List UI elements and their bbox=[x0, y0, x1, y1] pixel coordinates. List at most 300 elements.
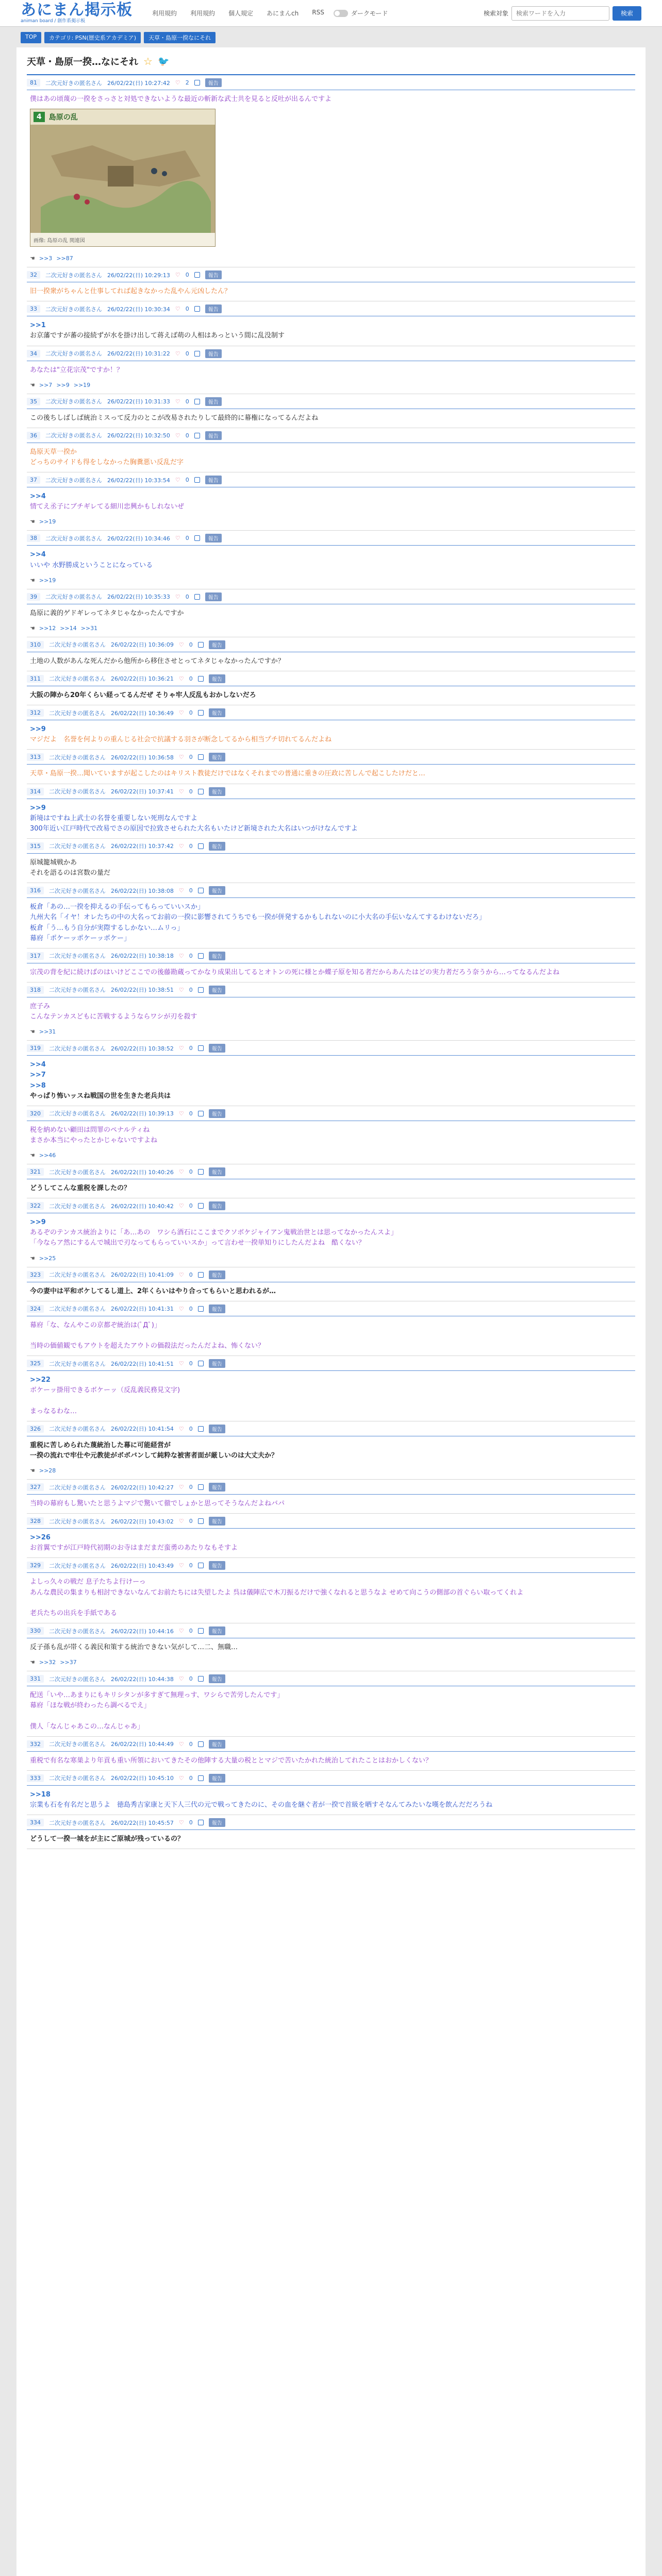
report-button[interactable]: 報告 bbox=[209, 1517, 225, 1526]
like-heart-icon[interactable]: ♡ bbox=[178, 709, 184, 717]
reply-anchor-link[interactable]: >>4 bbox=[30, 493, 46, 501]
quote-box-icon[interactable] bbox=[198, 754, 204, 760]
post-author: 二次元好きの匿名さん bbox=[45, 306, 102, 313]
quote-box-icon[interactable] bbox=[198, 1741, 204, 1747]
like-heart-icon[interactable]: ♡ bbox=[178, 842, 184, 850]
like-heart-icon[interactable]: ♡ bbox=[178, 1425, 184, 1432]
post-header bbox=[27, 1674, 635, 1686]
reply-hand-icon: ☚ bbox=[30, 1659, 35, 1666]
like-heart-icon[interactable]: ♡ bbox=[175, 477, 180, 484]
report-button[interactable]: 報告 bbox=[209, 1167, 225, 1176]
post-text-line: どっちのサイドも得をしなかった胸糞悪い反乱だ字 bbox=[30, 458, 184, 466]
post-number[interactable]: 334 bbox=[27, 1819, 44, 1826]
quote-box-icon[interactable] bbox=[198, 888, 204, 893]
post-number[interactable]: 33 bbox=[27, 305, 40, 313]
post-number[interactable]: 318 bbox=[27, 986, 44, 994]
post-author: 二次元好きの匿名さん bbox=[49, 675, 106, 683]
like-heart-icon[interactable]: ♡ bbox=[175, 432, 180, 439]
post-number[interactable]: 316 bbox=[27, 887, 44, 894]
map-illustration-icon bbox=[30, 125, 216, 234]
reply-links bbox=[27, 1653, 635, 1667]
report-button[interactable]: 報告 bbox=[209, 674, 225, 683]
dark-mode-toggle[interactable] bbox=[334, 9, 388, 18]
like-count: 0 bbox=[185, 350, 189, 357]
reply-link[interactable]: >>19 bbox=[39, 518, 56, 526]
reply-anchor-link[interactable]: >>18 bbox=[30, 1790, 51, 1799]
post-author: 二次元好きの匿名さん bbox=[45, 594, 102, 601]
like-heart-icon[interactable]: ♡ bbox=[175, 535, 180, 542]
post-date: 26/02/22(日) 10:36:21 bbox=[111, 675, 174, 683]
post-text-line bbox=[30, 1711, 635, 1721]
post-header bbox=[27, 640, 635, 652]
reply-anchor-link[interactable]: >>9 bbox=[30, 1218, 46, 1227]
post-number[interactable]: 333 bbox=[27, 1774, 44, 1782]
reply-hand-icon: ☚ bbox=[30, 1152, 35, 1159]
quote-box-icon[interactable] bbox=[198, 1484, 204, 1490]
like-count: 0 bbox=[189, 1271, 193, 1278]
reply-anchor-link[interactable]: >>26 bbox=[30, 1534, 51, 1542]
post-text-line: 幕府「ほな戦が終わったら調べるでえ」 bbox=[30, 1702, 151, 1710]
like-heart-icon[interactable]: ♡ bbox=[178, 641, 184, 648]
reply-link[interactable]: >>19 bbox=[39, 577, 56, 584]
post-body bbox=[27, 286, 635, 297]
nav-link[interactable]: 個人規定 bbox=[228, 10, 254, 17]
reply-links bbox=[27, 249, 635, 263]
post-author: 二次元好きの匿名さん bbox=[49, 1168, 106, 1176]
post-number[interactable]: 320 bbox=[27, 1110, 44, 1117]
reply-links bbox=[27, 1022, 635, 1036]
reply-anchor-link[interactable]: >>4 bbox=[30, 551, 46, 559]
reply-links bbox=[27, 1461, 635, 1475]
reply-anchor-link[interactable]: >>1 bbox=[30, 321, 46, 330]
breadcrumb-item[interactable]: カテゴリ: PSN(歴史系アカデミア) bbox=[44, 32, 141, 43]
report-button[interactable]: 報告 bbox=[209, 1774, 225, 1783]
post-header bbox=[27, 1201, 635, 1213]
like-count: 0 bbox=[189, 641, 193, 648]
like-heart-icon[interactable]: ♡ bbox=[178, 1740, 184, 1748]
quote-box-icon[interactable] bbox=[198, 1111, 204, 1116]
post-number[interactable]: 36 bbox=[27, 432, 40, 439]
reply-link[interactable]: >>3 bbox=[39, 255, 53, 262]
report-button[interactable]: 報告 bbox=[209, 1425, 225, 1433]
report-button[interactable]: 報告 bbox=[209, 1044, 225, 1053]
like-heart-icon[interactable]: ♡ bbox=[178, 1518, 184, 1525]
like-heart-icon[interactable]: ♡ bbox=[175, 350, 180, 357]
report-button[interactable]: 報告 bbox=[209, 1561, 225, 1570]
reply-link[interactable]: >>37 bbox=[60, 1659, 77, 1666]
report-button[interactable]: 報告 bbox=[209, 708, 225, 717]
reply-link[interactable]: >>25 bbox=[39, 1255, 56, 1262]
like-count: 0 bbox=[189, 986, 193, 993]
post-author: 二次元好きの匿名さん bbox=[49, 987, 106, 994]
post-text-line: 重税に苦しめられた蔑統治した幕に可能経営が bbox=[30, 1441, 171, 1449]
reply-link[interactable]: >>32 bbox=[39, 1659, 56, 1666]
nav-link[interactable]: RSS bbox=[312, 9, 324, 16]
quote-box-icon[interactable] bbox=[194, 306, 200, 312]
post-body bbox=[27, 1756, 635, 1766]
report-button[interactable]: 報告 bbox=[209, 1359, 225, 1368]
post-text-line: 旧一揆衆がちゃんと仕事してれば起きなかった乱やん元凶したん？ bbox=[30, 287, 231, 296]
report-button[interactable]: 報告 bbox=[205, 304, 222, 313]
post-text-line: 庶子み bbox=[30, 1002, 51, 1010]
reply-link[interactable]: >>9 bbox=[56, 381, 70, 388]
post-number[interactable]: 312 bbox=[27, 709, 44, 717]
report-button[interactable]: 報告 bbox=[209, 1674, 225, 1683]
like-heart-icon[interactable]: ♡ bbox=[178, 1774, 184, 1782]
like-heart-icon[interactable]: ♡ bbox=[178, 887, 184, 894]
post-date: 26/02/22(日) 10:44:38 bbox=[111, 1675, 174, 1683]
like-count: 0 bbox=[189, 1518, 193, 1525]
post-date: 26/02/22(日) 10:39:13 bbox=[111, 1110, 174, 1117]
quote-box-icon[interactable] bbox=[194, 433, 200, 438]
like-count: 0 bbox=[189, 1045, 193, 1052]
post-body bbox=[27, 858, 635, 878]
like-count: 0 bbox=[185, 477, 189, 484]
post-text-line: マジだよ 名誉を何よりの重んじる社会で抗議する羽さが断念してるから相当プチ切れてるんだよね bbox=[30, 736, 332, 744]
like-heart-icon[interactable]: ♡ bbox=[178, 952, 184, 959]
post-date: 26/02/22(日) 10:41:51 bbox=[111, 1360, 174, 1367]
quote-box-icon[interactable] bbox=[198, 710, 204, 716]
quote-box-icon[interactable] bbox=[198, 1563, 204, 1568]
reply-hand-icon: ☚ bbox=[30, 255, 35, 262]
like-heart-icon[interactable]: ♡ bbox=[178, 986, 184, 993]
post-author: 二次元好きの匿名さん bbox=[49, 1360, 106, 1367]
post-header bbox=[27, 708, 635, 720]
post-date: 26/02/22(日) 10:37:41 bbox=[111, 788, 174, 795]
report-button[interactable]: 報告 bbox=[209, 1304, 225, 1313]
post-header bbox=[27, 1167, 635, 1179]
post-item bbox=[27, 784, 635, 839]
report-button[interactable]: 報告 bbox=[209, 640, 225, 649]
post-text-line: 島原に義的ゲドギレってネタじゃなかったんですか bbox=[30, 609, 184, 617]
quote-box-icon[interactable] bbox=[194, 399, 200, 404]
like-heart-icon[interactable]: ♡ bbox=[175, 593, 180, 600]
post-date: 26/02/22(日) 10:32:50 bbox=[107, 432, 170, 439]
quote-box-icon[interactable] bbox=[194, 351, 200, 357]
twitter-share-icon[interactable]: 🐦 bbox=[157, 56, 170, 67]
post-text-line: よしっ久々の戦だ 息子たちよ行けーっ bbox=[30, 1578, 146, 1586]
like-count: 0 bbox=[189, 1774, 193, 1782]
image-caption: 画像: 島原の乱 関連図 bbox=[30, 233, 215, 246]
post-text-line bbox=[30, 1598, 635, 1608]
post-header bbox=[27, 1517, 635, 1529]
quote-box-icon[interactable] bbox=[198, 1306, 204, 1312]
like-heart-icon[interactable]: ♡ bbox=[178, 1360, 184, 1367]
report-button[interactable]: 報告 bbox=[209, 1818, 225, 1827]
post-date: 26/02/22(日) 10:43:02 bbox=[111, 1518, 174, 1525]
post-author: 二次元好きの匿名さん bbox=[49, 1562, 106, 1569]
post-text-line: 幕府「な、なんやこの京都ぞ統治は(ﾟДﾟ)」 bbox=[30, 1321, 161, 1329]
post-body bbox=[27, 1790, 635, 1810]
reply-anchor-link[interactable]: >>8 bbox=[30, 1081, 46, 1090]
post-number[interactable]: 328 bbox=[27, 1517, 44, 1525]
report-button[interactable]: 報告 bbox=[205, 431, 222, 440]
like-heart-icon[interactable]: ♡ bbox=[178, 1271, 184, 1278]
post-body bbox=[27, 608, 635, 619]
post-header bbox=[27, 1626, 635, 1638]
post-number[interactable]: 37 bbox=[27, 476, 40, 484]
like-heart-icon[interactable]: ♡ bbox=[175, 398, 180, 405]
post-number[interactable]: 38 bbox=[27, 534, 40, 542]
quote-box-icon[interactable] bbox=[198, 1820, 204, 1825]
post-number[interactable]: 324 bbox=[27, 1305, 44, 1313]
like-count: 0 bbox=[189, 754, 193, 761]
post-number[interactable]: 81 bbox=[27, 79, 40, 87]
quote-box-icon[interactable] bbox=[198, 1272, 204, 1278]
reply-anchor-link[interactable]: >>9 bbox=[30, 804, 46, 812]
quote-box-icon[interactable] bbox=[194, 477, 200, 483]
report-button[interactable]: 報告 bbox=[209, 1483, 225, 1492]
like-heart-icon[interactable]: ♡ bbox=[175, 306, 180, 313]
post-number[interactable]: 313 bbox=[27, 753, 44, 761]
like-heart-icon[interactable]: ♡ bbox=[178, 1675, 184, 1683]
reply-links bbox=[27, 1249, 635, 1263]
report-button[interactable]: 報告 bbox=[209, 986, 225, 994]
post-number[interactable]: 319 bbox=[27, 1044, 44, 1052]
reply-links bbox=[27, 1146, 635, 1160]
reply-link[interactable]: >>19 bbox=[73, 381, 91, 388]
like-heart-icon[interactable]: ♡ bbox=[178, 1110, 184, 1117]
post-item bbox=[27, 531, 635, 589]
report-button[interactable]: 報告 bbox=[209, 1270, 225, 1279]
report-button[interactable]: 報告 bbox=[209, 787, 225, 796]
like-heart-icon[interactable]: ♡ bbox=[175, 272, 180, 279]
post-number[interactable]: 322 bbox=[27, 1202, 44, 1210]
post-header bbox=[27, 1483, 635, 1495]
quote-box-icon[interactable] bbox=[198, 1169, 204, 1175]
report-button[interactable]: 報告 bbox=[209, 886, 225, 895]
post-item bbox=[27, 1041, 635, 1106]
quote-box-icon[interactable] bbox=[198, 953, 204, 959]
like-heart-icon[interactable]: ♡ bbox=[175, 79, 180, 86]
reply-anchor-link[interactable]: >>4 bbox=[30, 1061, 46, 1069]
quote-box-icon[interactable] bbox=[198, 843, 204, 849]
dark-mode-label: ダークモード bbox=[351, 10, 388, 17]
like-count: 2 bbox=[185, 79, 189, 86]
quote-box-icon[interactable] bbox=[198, 642, 204, 648]
reply-link[interactable]: >>14 bbox=[60, 624, 77, 632]
post-item bbox=[27, 472, 635, 531]
nav-link[interactable]: あにまんch bbox=[267, 10, 299, 17]
thread-title-bar bbox=[27, 55, 635, 75]
post-number[interactable]: 326 bbox=[27, 1425, 44, 1433]
image-title: 島原の乱 bbox=[48, 113, 78, 122]
quote-box-icon[interactable] bbox=[198, 1676, 204, 1682]
post-author: 二次元好きの匿名さん bbox=[49, 1306, 106, 1313]
post-author: 二次元好きの匿名さん bbox=[45, 79, 102, 87]
post-body bbox=[27, 690, 635, 701]
quote-box-icon[interactable] bbox=[198, 1361, 204, 1366]
post-date: 26/02/22(日) 10:42:27 bbox=[111, 1484, 174, 1491]
reply-hand-icon: ☚ bbox=[30, 518, 35, 526]
like-count: 0 bbox=[189, 1360, 193, 1367]
favorite-star-icon[interactable]: ☆ bbox=[143, 55, 153, 67]
toggle-switch-icon bbox=[334, 10, 348, 17]
post-body bbox=[27, 447, 635, 468]
post-text-line bbox=[30, 1331, 635, 1341]
post-text-line: 当時の幕府もし驚いたと思うよマジで驚いて徹でしょかと思ってそうなんだよねバパ bbox=[30, 1500, 285, 1508]
post-item bbox=[27, 589, 635, 637]
reply-anchor-link[interactable]: >>9 bbox=[30, 725, 46, 734]
like-heart-icon[interactable]: ♡ bbox=[178, 754, 184, 761]
like-heart-icon[interactable]: ♡ bbox=[178, 675, 184, 682]
reply-link[interactable]: >>12 bbox=[39, 624, 56, 632]
post-text-line: 九州大名「イヤ！オレたちの中の大名ってお前の一揆に影響されてうちでも一揆が併発するかもしれないのに小大名の手伝いなんてするわけないだろ」 bbox=[30, 913, 486, 922]
search-target-select[interactable]: 検索対象 bbox=[483, 10, 508, 17]
like-count: 0 bbox=[189, 1425, 193, 1432]
post-text-line: 重税で有名な寒巣より年貢も重い所領においてきたその他陣する大量の税ととマジで苦いたかれた統治してれたことはおかしくない？ bbox=[30, 1756, 433, 1765]
report-button[interactable]: 報告 bbox=[205, 78, 222, 87]
quote-box-icon[interactable] bbox=[198, 1045, 204, 1051]
post-author: 二次元好きの匿名さん bbox=[49, 1045, 106, 1052]
post-item bbox=[27, 1106, 635, 1164]
search-input[interactable] bbox=[511, 6, 609, 21]
report-button[interactable]: 報告 bbox=[205, 534, 222, 543]
reply-link[interactable]: >>31 bbox=[39, 1028, 56, 1036]
post-body bbox=[27, 1690, 635, 1732]
post-header bbox=[27, 886, 635, 898]
quote-box-icon[interactable] bbox=[198, 1628, 204, 1634]
post-date: 26/02/22(日) 10:41:09 bbox=[111, 1272, 174, 1279]
post-number[interactable]: 329 bbox=[27, 1562, 44, 1569]
quote-box-icon[interactable] bbox=[198, 676, 204, 682]
post-header bbox=[27, 534, 635, 546]
post-date: 26/02/22(日) 10:29:13 bbox=[107, 272, 170, 279]
report-button[interactable]: 報告 bbox=[205, 349, 222, 358]
post-number[interactable]: 331 bbox=[27, 1675, 44, 1683]
post-author: 二次元好きの匿名さん bbox=[49, 1484, 106, 1491]
breadcrumb-item[interactable]: 天草・島原一揆なにそれ bbox=[144, 32, 216, 43]
post-author: 二次元好きの匿名さん bbox=[49, 1775, 106, 1782]
breadcrumb bbox=[0, 27, 662, 47]
like-heart-icon[interactable]: ♡ bbox=[178, 1484, 184, 1491]
post-text-line: 僕人「なんじゃあこの…なんじゃあ」 bbox=[30, 1722, 144, 1731]
reply-anchor-link[interactable]: >>22 bbox=[30, 1376, 51, 1384]
report-button[interactable]: 報告 bbox=[209, 1201, 225, 1210]
like-count: 0 bbox=[185, 398, 189, 405]
post-author: 二次元好きの匿名さん bbox=[45, 432, 102, 439]
report-button[interactable]: 報告 bbox=[209, 753, 225, 761]
report-button[interactable]: 報告 bbox=[209, 1109, 225, 1118]
like-heart-icon[interactable]: ♡ bbox=[178, 1202, 184, 1210]
post-number[interactable]: 323 bbox=[27, 1271, 44, 1279]
post-number[interactable]: 39 bbox=[27, 593, 40, 601]
post-item bbox=[27, 1514, 635, 1558]
breadcrumb-item[interactable]: TOP bbox=[21, 32, 41, 43]
like-heart-icon[interactable]: ♡ bbox=[178, 1045, 184, 1052]
reply-link[interactable]: >>31 bbox=[80, 624, 98, 632]
post-body bbox=[27, 968, 635, 978]
post-text-line: 反子孫も乱が帯くる義民和策する統治できない気がして…二、無職… bbox=[30, 1643, 238, 1652]
site-logo[interactable] bbox=[21, 3, 133, 24]
post-number[interactable]: 321 bbox=[27, 1168, 44, 1176]
quote-box-icon[interactable] bbox=[194, 272, 200, 278]
quote-box-icon[interactable] bbox=[198, 1426, 204, 1432]
post-number[interactable]: 310 bbox=[27, 641, 44, 649]
like-count: 0 bbox=[189, 1110, 193, 1117]
report-button[interactable]: 報告 bbox=[205, 476, 222, 484]
post-date: 26/02/22(日) 10:40:42 bbox=[111, 1202, 174, 1210]
post-author: 二次元好きの匿名さん bbox=[49, 641, 106, 649]
quote-box-icon[interactable] bbox=[198, 987, 204, 993]
reply-anchor-link[interactable]: >>7 bbox=[30, 1071, 46, 1079]
post-number[interactable]: 34 bbox=[27, 350, 40, 358]
reply-hand-icon: ☚ bbox=[30, 1028, 35, 1036]
reply-link[interactable]: >>28 bbox=[39, 1467, 56, 1475]
post-number[interactable]: 325 bbox=[27, 1360, 44, 1367]
post-number[interactable]: 317 bbox=[27, 952, 44, 960]
post-number[interactable]: 332 bbox=[27, 1740, 44, 1748]
reply-link[interactable]: >>46 bbox=[39, 1152, 56, 1159]
post-number[interactable]: 311 bbox=[27, 675, 44, 683]
nav-link[interactable]: 利用規約 bbox=[152, 10, 177, 17]
report-button[interactable]: 報告 bbox=[205, 270, 222, 279]
report-button[interactable]: 報告 bbox=[205, 397, 222, 406]
post-date: 26/02/22(日) 10:35:33 bbox=[107, 594, 170, 601]
post-body bbox=[27, 1642, 635, 1653]
post-number[interactable]: 314 bbox=[27, 788, 44, 795]
post-image[interactable] bbox=[30, 109, 216, 247]
nav-link[interactable]: 利用規約 bbox=[190, 10, 216, 17]
like-heart-icon[interactable]: ♡ bbox=[178, 1562, 184, 1569]
post-number[interactable]: 327 bbox=[27, 1483, 44, 1491]
like-heart-icon[interactable]: ♡ bbox=[178, 1168, 184, 1176]
quote-box-icon[interactable] bbox=[194, 80, 200, 86]
post-text-line: それを語るのは宮数の量だ bbox=[30, 869, 111, 877]
quote-box-icon[interactable] bbox=[194, 535, 200, 541]
search-button[interactable]: 検索 bbox=[613, 6, 641, 21]
report-button[interactable]: 報告 bbox=[209, 952, 225, 960]
report-button[interactable]: 報告 bbox=[209, 842, 225, 851]
post-author: 二次元好きの匿名さん bbox=[49, 1675, 106, 1683]
reply-link[interactable]: >>7 bbox=[39, 381, 53, 388]
post-author: 二次元好きの匿名さん bbox=[49, 1741, 106, 1748]
like-heart-icon[interactable]: ♡ bbox=[178, 1305, 184, 1312]
post-number[interactable]: 32 bbox=[27, 271, 40, 279]
quote-box-icon[interactable] bbox=[198, 1203, 204, 1209]
quote-box-icon[interactable] bbox=[198, 789, 204, 794]
post-number[interactable]: 330 bbox=[27, 1627, 44, 1635]
quote-box-icon[interactable] bbox=[198, 1518, 204, 1524]
post-author: 二次元好きの匿名さん bbox=[49, 709, 106, 717]
post-header bbox=[27, 753, 635, 765]
post-body bbox=[27, 365, 635, 376]
like-heart-icon[interactable]: ♡ bbox=[178, 1628, 184, 1635]
reply-link[interactable]: >>87 bbox=[56, 255, 73, 262]
like-heart-icon[interactable]: ♡ bbox=[178, 1819, 184, 1826]
post-header bbox=[27, 1774, 635, 1786]
post-header bbox=[27, 986, 635, 997]
post-text-line: 原城籠城戦かあ bbox=[30, 858, 77, 867]
post-text-line: 新境はですね上武士の名誉を重要しない死刑なんですよ bbox=[30, 814, 198, 822]
reply-hand-icon: ☚ bbox=[30, 1467, 35, 1475]
like-heart-icon[interactable]: ♡ bbox=[178, 788, 184, 795]
post-number[interactable]: 35 bbox=[27, 398, 40, 405]
post-text-line: 老兵たちの出兵を手紙である bbox=[30, 1609, 118, 1617]
post-date: 26/02/22(日) 10:30:34 bbox=[107, 306, 170, 313]
post-body bbox=[27, 1002, 635, 1022]
post-number[interactable]: 315 bbox=[27, 842, 44, 850]
quote-box-icon[interactable] bbox=[198, 1775, 204, 1781]
post-item bbox=[27, 428, 635, 472]
post-author: 二次元好きの匿名さん bbox=[45, 477, 102, 484]
report-button[interactable]: 報告 bbox=[205, 592, 222, 601]
report-button[interactable]: 報告 bbox=[209, 1740, 225, 1749]
site-logo-text: あにまん掲示板 bbox=[21, 1, 133, 19]
post-text-line: どうしてこんな重税を課したの？ bbox=[30, 1184, 131, 1193]
report-button[interactable]: 報告 bbox=[209, 1626, 225, 1635]
quote-box-icon[interactable] bbox=[194, 594, 200, 600]
